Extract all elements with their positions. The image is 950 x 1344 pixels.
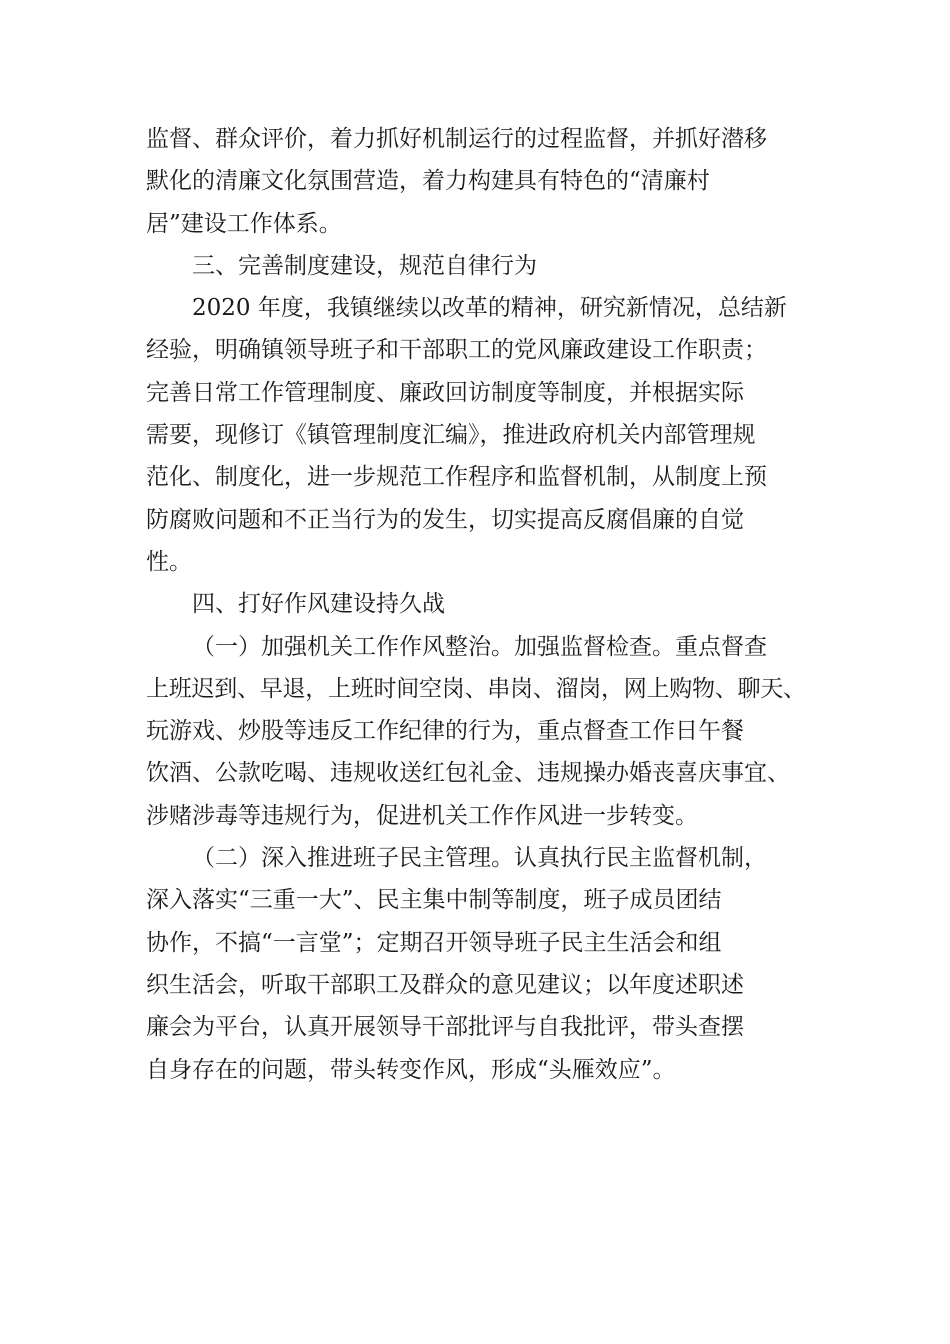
text-line: 饮酒、公款吃喝、违规收送红包礼金、违规操办婚丧喜庆事宜、 <box>146 760 790 787</box>
text-line: 完善日常工作管理制度、廉政回访制度等制度，并根据实际 <box>146 379 744 406</box>
text-line: 居”建设工作体系。 <box>146 210 342 237</box>
text-line: 范化、制度化，进一步规范工作程序和监督机制，从制度上预 <box>146 464 767 491</box>
text-line: 默化的清廉文化氛围营造，着力构建具有特色的“清廉村 <box>146 168 710 195</box>
text-line: 需要，现修订《镇管理制度汇编》，推进政府机关内部管理规 <box>146 422 756 449</box>
text-line: 监督、群众评价，着力抓好机制运行的过程监督，并抓好潜移 <box>146 126 767 152</box>
section-heading: 三、完善制度建设，规范自律行为 <box>192 252 537 279</box>
text-line: 玩游戏、炒股等违反工作纪律的行为，重点督查工作日午餐 <box>146 718 744 745</box>
text-line: 性。 <box>146 548 192 575</box>
text-line: 经验，明确镇领导班子和干部职工的党风廉政建设工作职责； <box>146 337 767 364</box>
section-heading: 四、打好作风建设持久战 <box>192 591 445 618</box>
text-line: 自身存在的问题，带头转变作风，形成“头雁效应”。 <box>146 1056 676 1083</box>
text-line: 上班迟到、早退，上班时间空岗、串岗、溜岗，网上购物、聊天、 <box>146 675 806 702</box>
text-line: 织生活会，听取干部职工及群众的意见建议；以年度述职述 <box>146 971 744 998</box>
text-line: 廉会为平台，认真开展领导干部批评与自我批评，带头查摆 <box>146 1014 744 1041</box>
text-line: 涉赌涉毒等违规行为，促进机关工作作风进一步转变。 <box>146 802 698 829</box>
document-body <box>146 118 806 1091</box>
text-line: 2020 年度，我镇继续以改革的精神，研究新情况，总结新 <box>192 295 787 322</box>
text-block <box>146 118 806 1091</box>
text-line: （一）加强机关工作作风整治。加强监督检查。重点督查 <box>192 633 767 660</box>
text-line: 防腐败问题和不正当行为的发生，切实提高反腐倡廉的自觉 <box>146 506 744 533</box>
text-line: 深入落实“三重一大”、民主集中制等制度，班子成员团结 <box>146 887 722 914</box>
text-line: 协作，不搞“一言堂”；定期召开领导班子民主生活会和组 <box>146 929 722 956</box>
text-line: （二）深入推进班子民主管理。认真执行民主监督机制， <box>192 845 767 872</box>
